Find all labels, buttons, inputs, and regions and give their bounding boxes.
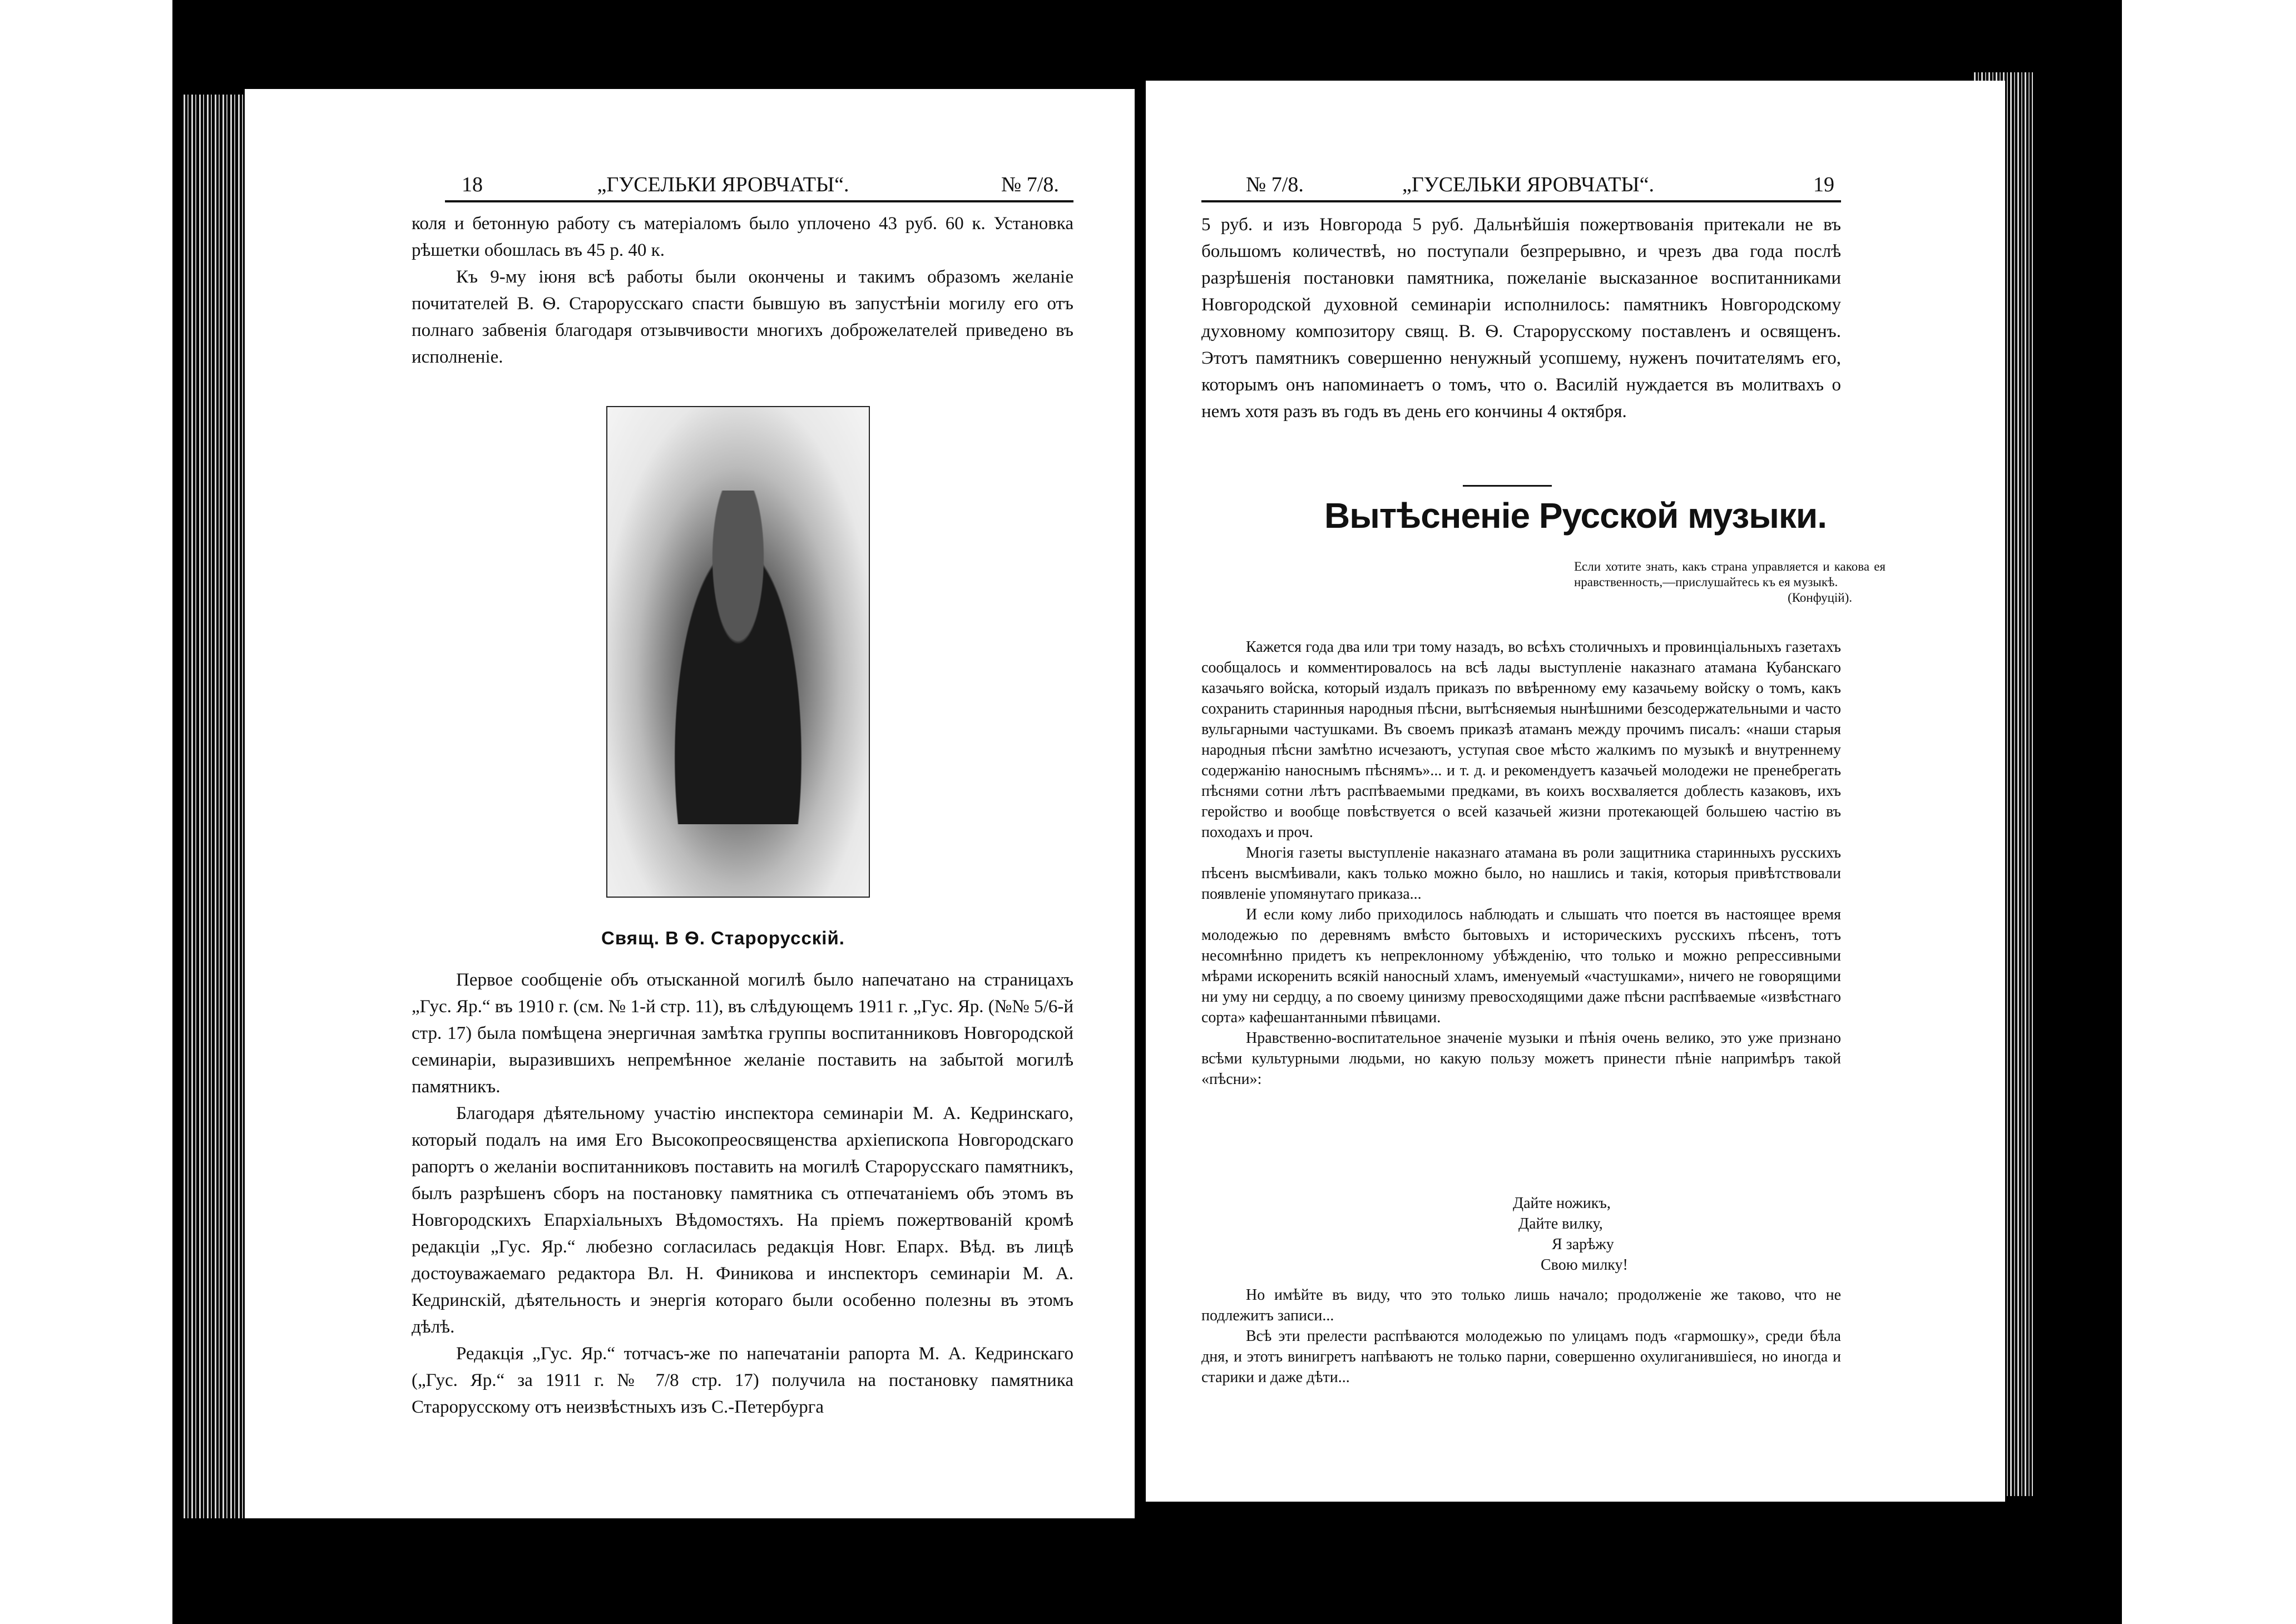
paragraph: Всѣ эти прелести распѣваются молодежью по улицамъ подъ «гармошку», среди бѣла дня, и этотъ винигретъ напѣваютъ не только парни, совершенно охулиганившіеся, но иногда и старики и даже дѣти... [1201, 1328, 1841, 1386]
left-head-rule [445, 200, 1073, 202]
left-page-edges [184, 95, 250, 1518]
right-head-rule [1201, 200, 1841, 202]
left-running-title: „ГУСЕЛЬКИ ЯРОВЧАТЫ“. [597, 173, 849, 196]
paragraph: Благодаря дѣятельному участію инспектора семинаріи М. А. Кедринскаго, который подалъ на имя Его Высокопреосвященства архіепископа Новгородскаго рапортъ о желаніи воспитанниковъ поставить на могилѣ Старорусскаго памятникъ, былъ разрѣшенъ сборъ на постановку памятника съ отпечатаніемъ объ этомъ въ Новгородскихъ Епархіальныхъ Вѣдомостяхъ. На пріемъ пожертвованій кромѣ редакціи „Гус. Яр.“ любезно согласилась редакція Новг. Епарх. Вѣд. въ лицѣ достоуважаемаго редактора Вл. Н. Финикова и инспекторъ семинаріи М. А. Кедринскій, дѣятельность и энергія котораго были особенно полезны въ этомъ дѣлѣ. [412, 1103, 1073, 1337]
verse [1513, 1193, 1628, 1275]
paragraph: 5 руб. и изъ Новгорода 5 руб. Дальнѣйшія пожертвованія притекали не въ большомъ количествѣ, но поступали безпрерывно, и чрезъ два года послѣ разрѣшенія постановки памятника, пожеланіе высказанное воспитанниками Новгородской духовной семинаріи исполнилось: памятникъ Новгородскому духовному композитору свящ. В. Ѳ. Старорусскому поставленъ и освященъ. Этотъ памятникъ совершенно ненужный усопшему, нуженъ почитателямъ его, которымъ онъ напоминаетъ о томъ, что о. Василій нуждается въ молитвахъ о немъ хотя разъ въ годъ въ день его кончины 4 октября. [1201, 215, 1841, 422]
epigraph-cite: (Конфуцій). [1788, 591, 1852, 605]
left-page-number: 18 [462, 173, 483, 196]
verse-line: Я зарѣжу [1552, 1236, 1614, 1253]
right-page [1146, 81, 2005, 1502]
left-issue-number: № 7/8. [1001, 173, 1059, 196]
left-bottom-text [412, 967, 1073, 1420]
paragraph: коля и бетонную работу съ матеріаломъ было уплочено 43 руб. 60 к. Установка рѣшетки обошлась въ 45 р. 40 к. [412, 214, 1073, 260]
paragraph: Къ 9-му іюня всѣ работы были окончены и такимъ образомъ желаніе почитателей В. Ѳ. Старорусскаго спасти бывшую въ запустѣніи могилу его отъ полнаго забвенія благодаря отзывчивости многихъ доброжелателей приведено въ исполненіе. [412, 267, 1073, 367]
article-title: Вытѣсненіе Русской музыки. [1324, 496, 1827, 536]
epigraph [1574, 559, 1886, 606]
verse-line: Свою милку! [1541, 1256, 1628, 1274]
paragraph: Нравственно-воспитательное значеніе музыки и пѣнія очень велико, это уже признано всѣми культурными людьми, но какую пользу можетъ принести пѣніе напримѣръ такой «пѣсни»: [1201, 1029, 1841, 1088]
left-top-text [412, 210, 1073, 370]
paragraph: Кажется года два или три тому назадъ, во всѣхъ столичныхъ и провинціальныхъ газетахъ сообщалось и комментировалось на всѣ лады выступленіе наказнаго атамана Кубанскаго казачьяго войска, который издалъ приказъ по ввѣренному ему казачьему войску о томъ, какъ сохранить старинныя народныя пѣсни, вытѣсняемыя нынѣшними безсодержательными и часто вульгарными частушками. Въ своемъ приказѣ атаманъ между прочимъ писалъ: «наши старыя народныя пѣсни замѣтно исчезаютъ, уступая свое мѣсто жалкимъ по музыкѣ и внутреннему содержанію наноснымъ пѣснямъ»... и т. д. и рекомендуетъ казачьей молодежи не пренебрегать пѣснями сотни лѣтъ распѣваемыми предками, въ коихъ восхваляется доблесть казаковъ, ихъ геройство и вообще повѣствуется о всей казачьей жизни протекающей большею частію въ походахъ и проч. [1201, 638, 1841, 841]
epigraph-text: Если хотите знать, какъ страна управляется и какова ея нравственность,—прислушайтесь къ ея музыкѣ. [1574, 560, 1886, 589]
section-divider [1463, 485, 1552, 487]
right-running-title: „ГУСЕЛЬКИ ЯРОВЧАТЫ“. [1402, 173, 1655, 196]
right-top-text [1201, 211, 1841, 425]
verse-line: Дайте ножикъ, [1513, 1195, 1611, 1212]
portrait-photo [606, 406, 870, 898]
paragraph: Многія газеты выступленіе наказнаго атамана въ роли защитника старинныхъ русскихъ пѣсенъ высмѣивали, какъ только можно было, но нашлись и такія, которыя привѣтствовали появленіе упомянутаго приказа... [1201, 844, 1841, 903]
paragraph: И если кому либо приходилось наблюдать и слышать что поется въ настоящее время молодежью по деревнямъ вмѣсто бытовыхъ и историческихъ русскихъ пѣсенъ, тотъ несомнѣнно придетъ къ непреклонному убѣжденію, что только и можно репрессивными мѣрами искоренить всякій наносный хламъ, именуемый «частушками», ничего не говорящими ни уму ни сердцу, а по своему цинизму превосходящими даже пѣсни распѣваемые «извѣстнаго сорта» кафешантанными пѣвицами. [1201, 906, 1841, 1026]
verse-line: Дайте вилку, [1518, 1215, 1603, 1232]
right-page-number: 19 [1813, 173, 1834, 196]
left-page [245, 89, 1135, 1518]
closing-text [1201, 1285, 1841, 1388]
paragraph: Редакція „Гус. Яр.“ тотчасъ-же по напечатаніи рапорта М. А. Кедринскаго („Гус. Яр.“ за 1911 г. № 7/8 стр. 17) получила на постановку памятника Старорусскому отъ неизвѣстныхъ изъ С.-Петербурга [412, 1344, 1073, 1417]
article-body [1201, 637, 1841, 1090]
portrait-figure [657, 491, 819, 824]
right-issue-number: № 7/8. [1246, 173, 1304, 196]
paragraph: Но имѣйте въ виду, что это только лишь начало; продолженіе же таково, что не подлежитъ записи... [1201, 1286, 1841, 1324]
paragraph: Первое сообщеніе объ отысканной могилѣ было напечатано на страницахъ „Гус. Яр.“ въ 1910 г. (см. № 1-й стр. 11), въ слѣдующемъ 1911 г. „Гус. Яр. (№№ 5/6-й стр. 17) была помѣщена энергичная замѣтка группы воспитанниковъ Новгородской семинаріи, выразившихъ непремѣнное желаніе поставить на забытой могилѣ памятникъ. [412, 970, 1073, 1097]
photo-caption: Свящ. В Ѳ. Старорусскій. [601, 928, 845, 948]
